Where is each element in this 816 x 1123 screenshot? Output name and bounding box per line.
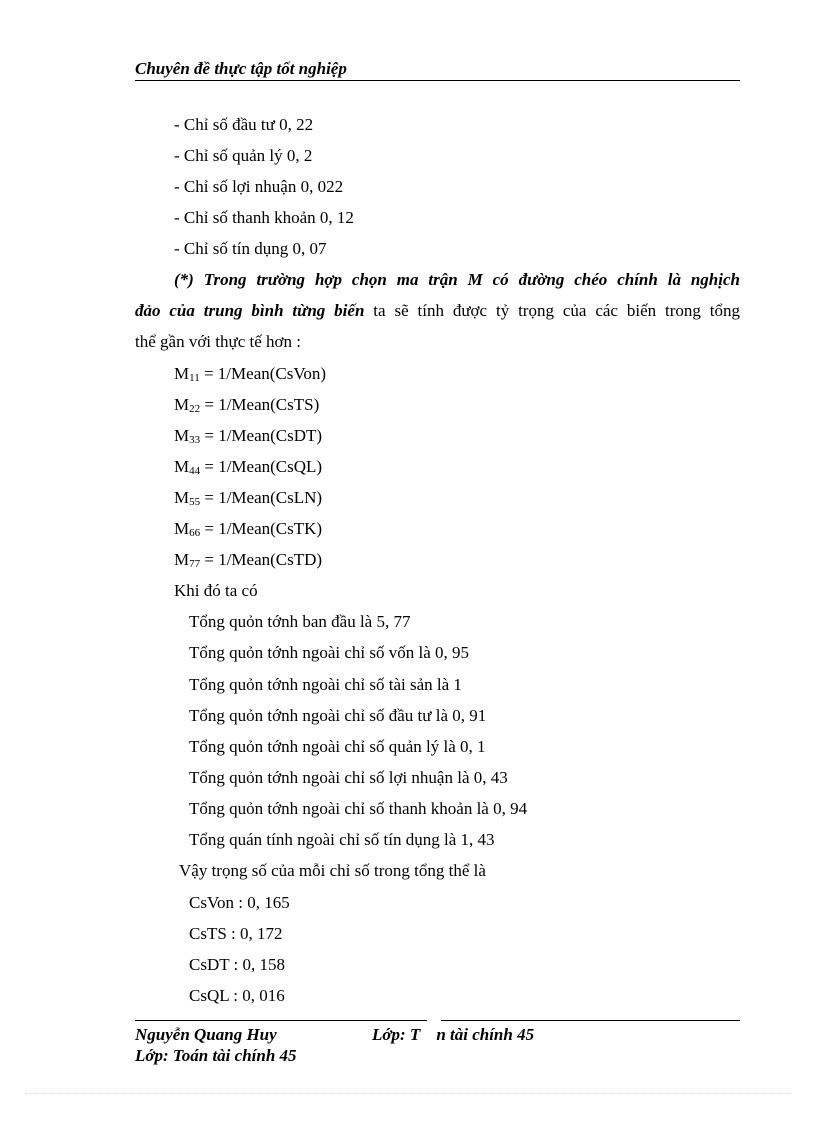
matrix-row: M11 = 1/Mean(CsVon): [174, 364, 327, 384]
matrix-row: M55 = 1/Mean(CsLN): [174, 488, 323, 508]
paragraph-rest: ta sẽ tính được tỷ trọng của các biến trong tổng: [364, 301, 740, 320]
bullet-item: - Chỉ số đầu tư 0, 22: [174, 115, 314, 134]
bullet-item: - Chỉ số thanh khoản 0, 12: [174, 208, 354, 227]
total-line: Tổng quỏn tớnh ngoài chỉ số thanh khoản là 0, 94: [189, 799, 528, 818]
paragraph-emphasis: đảo của trung bình từng biến: [135, 301, 365, 320]
summary-line: Vậy trọng số của mỗi chỉ số trong tổng thể là: [179, 861, 486, 880]
total-line: Tổng quỏn tớnh ngoài chỉ số tài sản là 1: [189, 675, 462, 694]
paragraph-line-2: [135, 301, 740, 321]
weight-line: CsDT : 0, 158: [189, 955, 286, 974]
bullet-item: - Chỉ số tín dụng 0, 07: [174, 239, 327, 258]
footer-class-line: Lớp: Toán tài chính 45: [135, 1046, 297, 1065]
matrix-row: M33 = 1/Mean(CsDT): [174, 426, 323, 446]
matrix-row: M22 = 1/Mean(CsTS): [174, 395, 320, 415]
bullet-item: - Chỉ số lợi nhuận 0, 022: [174, 177, 344, 196]
total-line: Tổng quỏn tớnh ngoài chỉ số lợi nhuận là 0, 43: [189, 768, 508, 787]
header-title: Chuyên đề thực tập tốt nghiệp: [135, 59, 347, 78]
paragraph-line-3: thể gần với thực tế hơn :: [135, 332, 301, 351]
total-line: Tổng quỏn tớnh ngoài chỉ số vốn là 0, 95: [189, 643, 470, 662]
khi-do-line: Khi đó ta có: [174, 581, 258, 600]
header-rule: [135, 80, 740, 81]
matrix-row: M77 = 1/Mean(CsTD): [174, 550, 323, 570]
page-bottom-edge: [25, 1093, 791, 1094]
total-line: Tổng quán tính ngoài chỉ số tín dụng là 1, 43: [189, 830, 495, 849]
weight-line: CsVon : 0, 165: [189, 893, 290, 912]
footer-rule-gap: [427, 1020, 441, 1021]
matrix-row: M44 = 1/Mean(CsQL): [174, 457, 323, 477]
total-line: Tổng quỏn tớnh ngoài chỉ số quản lý là 0, 1: [189, 737, 486, 756]
weight-line: CsTS : 0, 172: [189, 924, 283, 943]
bullet-item: - Chỉ số quản lý 0, 2: [174, 146, 313, 165]
footer-class-label: Lớp: T n tài chính 45: [372, 1025, 535, 1044]
footer-author: Nguyễn Quang Huy: [135, 1025, 277, 1044]
paragraph-line-1: (*) Trong trường hợp chọn ma trận M có đường chéo chính là nghịch: [174, 270, 740, 289]
matrix-row: M66 = 1/Mean(CsTK): [174, 519, 323, 539]
total-line: Tổng quỏn tớnh ngoài chỉ số đầu tư là 0, 91: [189, 706, 487, 725]
weight-line: CsQL : 0, 016: [189, 986, 285, 1005]
total-line: Tổng quỏn tớnh ban đầu là 5, 77: [189, 612, 411, 631]
